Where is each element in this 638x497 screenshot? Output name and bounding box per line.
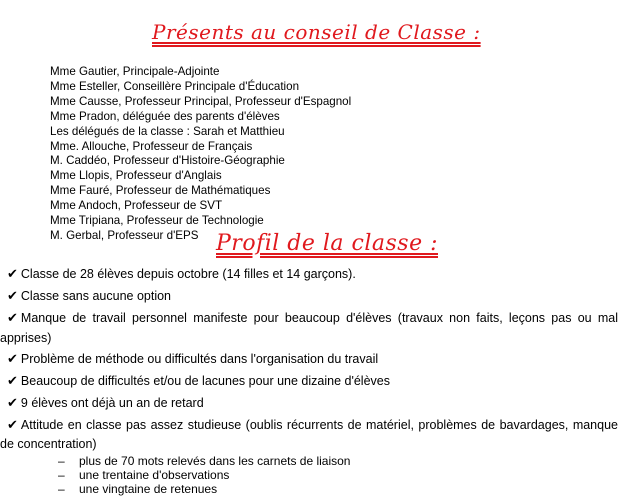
attendee-item: Mme Llopis, Professeur d'Anglais	[50, 169, 222, 183]
checkmark-icon: ✔	[7, 267, 18, 282]
sublist-item	[0, 482, 618, 496]
profile-item	[0, 394, 618, 414]
attendee-item: Mme Esteller, Conseillère Principale d'Éducation	[50, 79, 300, 93]
class-profile-list	[0, 265, 618, 497]
attendees-list	[50, 65, 351, 244]
attendee-item: M. Gerbal, Professeur d'EPS	[50, 228, 199, 242]
dash-bullet: –	[58, 482, 65, 497]
profile-item-text: 9 élèves ont déjà un an de retard	[20, 395, 204, 410]
checkmark-icon: ✔	[7, 373, 18, 389]
attendee-item: Mme Causse, Professeur Principal, Professeur d'Espagnol	[50, 94, 352, 108]
profile-item	[0, 309, 618, 347]
sublist-item-text: une trentaine d'observations	[79, 468, 230, 483]
profile-item	[0, 372, 618, 392]
sublist-item-text: une vingtaine de retenues	[79, 482, 218, 497]
profile-item-text: Beaucoup de difficultés et/ou de lacunes pour une dizaine d'élèves	[20, 373, 390, 388]
profile-item-text: Manque de travail personnel manifeste pour beaucoup d'élèves (travaux non faits, leçons pas ou mal apprises)	[0, 311, 618, 345]
attendee-item: Mme Gautier, Principale-Adjointe	[50, 65, 220, 78]
profile-item-text: Classe de 28 élèves depuis octobre (14 filles et 14 garçons).	[20, 267, 356, 281]
profile-item	[0, 265, 618, 285]
dash-bullet: –	[58, 454, 65, 468]
attendee-item: Mme Tripiana, Professeur de Technologie	[50, 214, 264, 228]
profile-item-text: Problème de méthode ou difficultés dans l'organisation du travail	[20, 351, 379, 366]
attendee-item: Mme Pradon, déléguée des parents d'élèves	[50, 109, 280, 123]
profile-item-text: Classe sans aucune option	[20, 289, 172, 303]
behavior-sublist	[0, 454, 618, 497]
checkmark-icon: ✔	[7, 351, 18, 367]
attendee-item: M. Caddéo, Professeur d'Histoire-Géographie	[50, 154, 285, 168]
dash-bullet: –	[58, 468, 65, 483]
attendee-item: Mme Fauré, Professeur de Mathématiques	[50, 184, 271, 198]
sublist-item-text: plus de 70 mots relevés dans les carnets de liaison	[79, 454, 351, 468]
checkmark-icon: ✔	[7, 417, 18, 433]
sublist-item	[0, 468, 618, 482]
attendee-item: Les délégués de la classe : Sarah et Matthieu	[50, 124, 285, 138]
checkmark-icon: ✔	[7, 289, 18, 304]
profile-item	[0, 416, 618, 454]
sublist-item	[0, 454, 618, 468]
attendee-item: Mme Andoch, Professeur de SVT	[50, 199, 223, 213]
checkmark-icon: ✔	[7, 395, 18, 411]
class-profile-heading: Profil de la classe :	[216, 231, 438, 256]
profile-item	[0, 287, 618, 307]
profile-item	[0, 350, 618, 370]
checkmark-icon: ✔	[7, 311, 18, 326]
attendee-item: Mme. Allouche, Professeur de Français	[50, 139, 253, 153]
profile-item-text: Attitude en classe pas assez studieuse (oublis récurrents de matériel, problèmes de bavardages, manque de concentration)	[0, 417, 618, 451]
attendees-heading: Présents au conseil de Classe :	[152, 20, 481, 44]
